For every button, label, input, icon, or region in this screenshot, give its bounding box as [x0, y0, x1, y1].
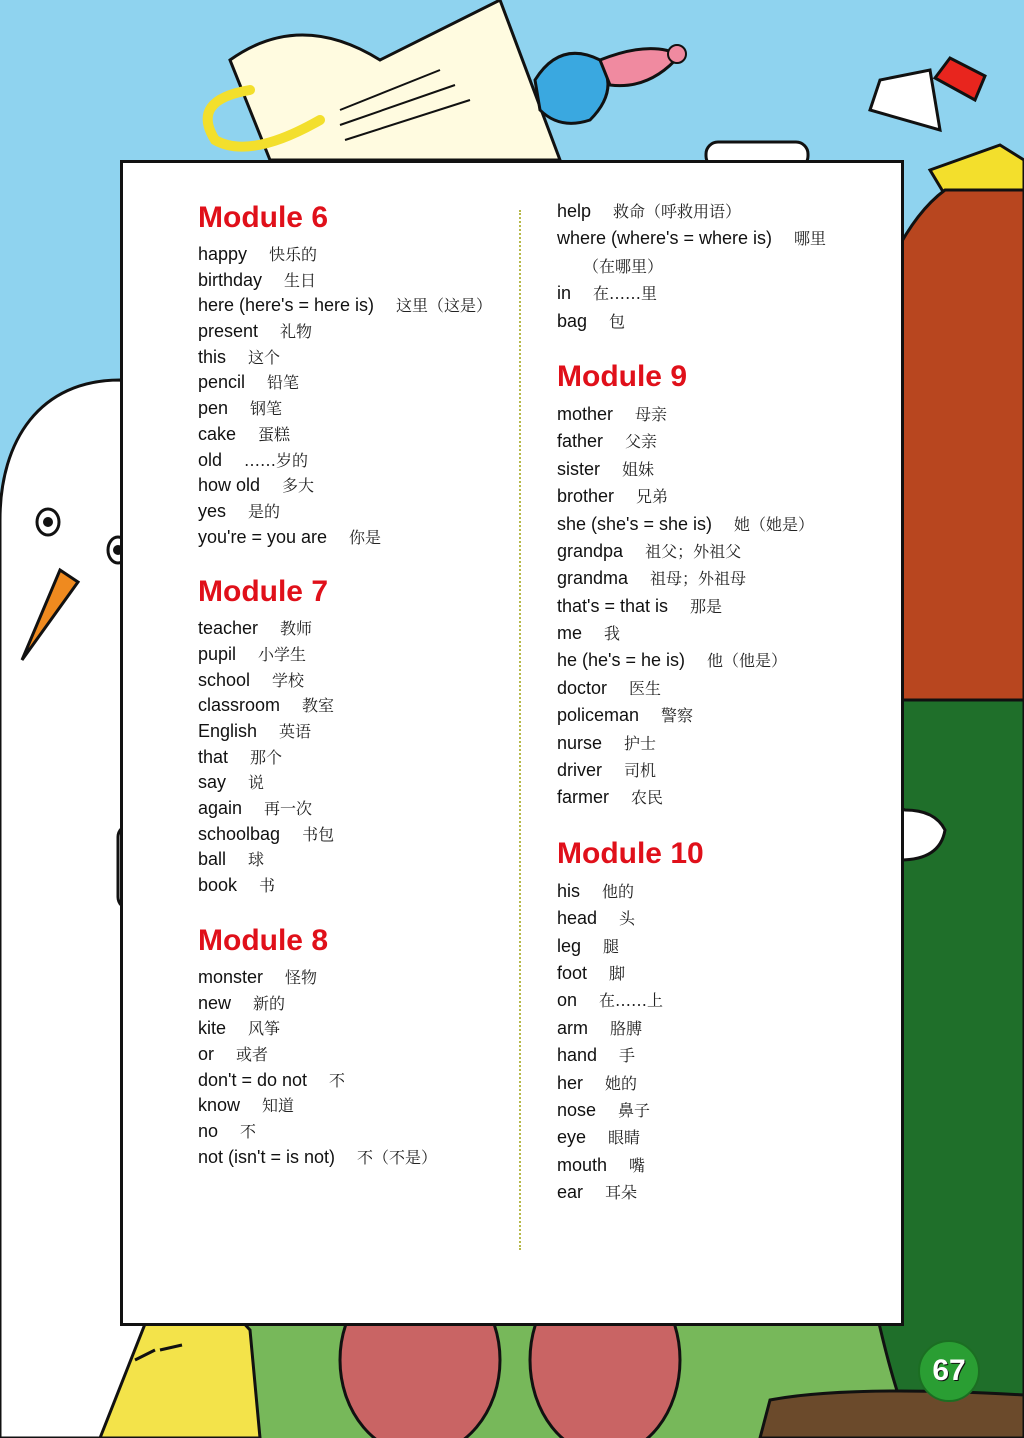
- english-word: doctor: [557, 677, 608, 698]
- english-word: monster: [198, 966, 264, 987]
- english-word: on: [557, 990, 578, 1011]
- chinese-meaning: 鼻子: [618, 1100, 651, 1120]
- vocab-entry: [557, 702, 827, 729]
- chinese-meaning: 父亲: [625, 432, 658, 452]
- english-word: sister: [557, 458, 601, 479]
- vocab-entry: [557, 1015, 827, 1042]
- english-word: book: [198, 875, 238, 896]
- english-word: kite: [198, 1018, 227, 1039]
- vocab-entry: [557, 1124, 827, 1151]
- vocab-entry: [557, 428, 827, 455]
- english-word: present: [198, 321, 259, 342]
- vocab-entry: [198, 1042, 513, 1068]
- english-word: no: [198, 1120, 219, 1141]
- english-word: leg: [557, 935, 582, 956]
- chinese-meaning: 兄弟: [636, 487, 669, 507]
- vocab-entry: [557, 647, 827, 674]
- english-word: you're = you are: [198, 526, 328, 547]
- vocab-entry: [557, 401, 827, 428]
- chinese-meaning: 说: [248, 773, 265, 793]
- word-list: [198, 616, 513, 899]
- module-8: [198, 923, 513, 1171]
- word-list: [557, 198, 827, 335]
- word-list: [557, 878, 827, 1207]
- english-word: where (where's = where is): [557, 228, 773, 249]
- vocab-entry: [198, 796, 513, 822]
- vocab-entry: [198, 370, 513, 396]
- english-word: cake: [198, 423, 237, 444]
- vocab-entry: [557, 280, 827, 307]
- module-title: Module 7: [198, 575, 329, 609]
- vocab-entry: [198, 448, 513, 474]
- vocab-entry: [557, 933, 827, 960]
- english-word: father: [557, 431, 604, 452]
- english-word: pupil: [198, 643, 237, 664]
- chinese-meaning: 在……上: [599, 991, 664, 1011]
- english-word: ear: [557, 1182, 584, 1203]
- english-word: know: [198, 1095, 241, 1116]
- module-9: [557, 359, 827, 812]
- vocab-entry: [557, 960, 827, 987]
- english-word: mouth: [557, 1154, 608, 1175]
- vocab-entry: [557, 483, 827, 510]
- chinese-meaning: 球: [248, 850, 265, 870]
- chinese-meaning: 生日: [284, 270, 317, 290]
- chinese-meaning: 手: [619, 1046, 636, 1066]
- module-title: Module 6: [198, 201, 329, 234]
- chinese-meaning: 书: [259, 876, 276, 896]
- vocab-entry: [557, 225, 827, 252]
- english-word: not (isn't = is not): [198, 1146, 335, 1167]
- vocab-entry: [198, 525, 513, 551]
- vocab-entry: [557, 675, 827, 702]
- chinese-meaning: （在哪里）: [583, 256, 664, 276]
- vocab-entry: [557, 757, 827, 784]
- vocab-entry: [557, 730, 827, 757]
- vocab-entry: [198, 422, 513, 448]
- chinese-meaning: 司机: [624, 761, 657, 781]
- english-word: or: [198, 1043, 215, 1064]
- vocab-entry: [198, 1093, 513, 1119]
- module-title: Module 9: [557, 359, 688, 393]
- chinese-meaning: 蛋糕: [258, 424, 291, 444]
- vocab-entry: [198, 965, 513, 991]
- vocab-entry: [557, 1179, 827, 1206]
- vocab-entry: [557, 784, 827, 811]
- vocab-entry: [198, 822, 513, 848]
- chinese-meaning: 英语: [279, 722, 312, 741]
- english-word: nurse: [557, 732, 603, 753]
- chinese-meaning: 新的: [253, 993, 286, 1013]
- english-word: head: [557, 908, 598, 929]
- module-6: [198, 200, 513, 550]
- vocab-entry: [557, 308, 827, 335]
- english-word: birthday: [198, 269, 263, 290]
- chinese-meaning: 怪物: [285, 967, 318, 987]
- chinese-meaning: 风筝: [248, 1019, 281, 1039]
- chinese-meaning: 礼物: [280, 322, 313, 342]
- chinese-meaning: 这里（这是）: [396, 296, 493, 316]
- vocab-entry: [198, 499, 513, 525]
- vocab-entry: [198, 1068, 513, 1094]
- vocab-entry: [198, 293, 513, 319]
- english-word: she (she's = she is): [557, 513, 713, 534]
- chinese-meaning: 在……里: [593, 284, 658, 304]
- vocab-entry: [557, 511, 827, 538]
- chinese-meaning: 小学生: [258, 644, 307, 664]
- module-title: Module 10: [557, 836, 704, 870]
- word-list: [198, 242, 513, 550]
- english-word: say: [198, 772, 227, 793]
- vocab-entry: [557, 1042, 827, 1069]
- vocab-entry: [198, 719, 513, 745]
- chinese-meaning: 不: [329, 1070, 346, 1090]
- chinese-meaning: 脚: [609, 963, 626, 983]
- chinese-meaning: 教师: [280, 619, 313, 639]
- vocab-entry: [198, 642, 513, 668]
- english-word: schoolbag: [198, 823, 281, 844]
- english-word: me: [557, 623, 583, 644]
- module-7: [198, 574, 513, 899]
- word-list: [557, 401, 827, 812]
- left-column: [198, 200, 513, 1194]
- vocab-entry: [557, 878, 827, 905]
- chinese-meaning: 他（他是）: [707, 651, 788, 671]
- english-word: grandma: [557, 568, 629, 589]
- english-word: this: [198, 346, 227, 367]
- chinese-meaning: 他的: [602, 881, 635, 901]
- chinese-meaning: 腿: [603, 936, 620, 956]
- vocab-entry: [198, 1119, 513, 1145]
- vocab-entry: [557, 198, 827, 225]
- english-word: farmer: [557, 787, 610, 808]
- vocab-entry: [198, 770, 513, 796]
- right-column: [557, 198, 827, 1231]
- english-word: school: [198, 669, 251, 690]
- chinese-meaning: 她（她是）: [734, 514, 815, 534]
- chinese-meaning: 哪里: [794, 229, 827, 249]
- chinese-meaning: 教室: [302, 696, 335, 716]
- chinese-meaning: 包: [609, 311, 626, 331]
- chinese-meaning: 她的: [605, 1073, 638, 1093]
- chinese-meaning: 那是: [690, 596, 723, 616]
- vocab-entry: [557, 593, 827, 620]
- chinese-meaning: 姐妹: [622, 459, 655, 479]
- chinese-meaning: 头: [619, 909, 636, 929]
- vocab-entry: [198, 473, 513, 499]
- vocab-entry: [198, 616, 513, 642]
- chinese-meaning: 警察: [661, 706, 694, 726]
- vocab-entry: [198, 991, 513, 1017]
- chinese-meaning: 不: [240, 1121, 257, 1141]
- chinese-meaning: 母亲: [635, 404, 668, 424]
- english-word: again: [198, 798, 243, 819]
- chinese-meaning: 快乐的: [269, 245, 318, 264]
- english-word: in: [557, 283, 572, 304]
- english-word: that: [198, 746, 229, 767]
- chinese-meaning: 嘴: [629, 1155, 646, 1175]
- chinese-meaning: 知道: [262, 1096, 295, 1116]
- chinese-meaning: 学校: [272, 670, 305, 690]
- english-word: policeman: [557, 705, 640, 726]
- english-word: arm: [557, 1017, 588, 1038]
- page-number: 67: [918, 1340, 980, 1402]
- vocab-entry: [198, 1145, 513, 1171]
- chinese-meaning: 再一次: [264, 799, 313, 819]
- chinese-meaning: 护士: [624, 733, 657, 753]
- chinese-meaning: 多大: [282, 476, 315, 496]
- english-word: nose: [557, 1099, 597, 1120]
- english-word: his: [557, 880, 581, 901]
- chinese-meaning: 祖父；外祖父: [645, 541, 742, 561]
- english-word: that's = that is: [557, 595, 668, 616]
- english-word: yes: [198, 500, 227, 521]
- english-word: pen: [198, 398, 229, 419]
- vocab-entry: [557, 1097, 827, 1124]
- chinese-meaning: 医生: [629, 678, 662, 698]
- english-word: grandpa: [557, 540, 624, 561]
- english-word: brother: [557, 486, 615, 507]
- english-word: foot: [557, 962, 588, 983]
- chinese-meaning: ……岁的: [244, 450, 309, 470]
- chinese-meaning: 你是: [349, 527, 382, 547]
- word-list: [198, 965, 513, 1171]
- vocab-entry: [557, 565, 827, 592]
- vocab-entry: [557, 456, 827, 483]
- vocab-entry: [198, 319, 513, 345]
- vocab-entry: [198, 396, 513, 422]
- vocab-entry: [198, 847, 513, 873]
- module-8-continued: [557, 198, 827, 335]
- chinese-meaning: 不（不是）: [357, 1147, 438, 1167]
- column-divider: [519, 210, 521, 1250]
- chinese-meaning: 耳朵: [605, 1183, 638, 1203]
- chinese-meaning: 钢笔: [250, 399, 283, 419]
- english-word: mother: [557, 403, 614, 424]
- english-word: eye: [557, 1127, 587, 1148]
- vocab-entry: [557, 905, 827, 932]
- chinese-meaning: 祖母；外祖母: [650, 569, 747, 589]
- chinese-meaning: 这个: [248, 347, 281, 367]
- english-word: new: [198, 992, 232, 1013]
- english-word: here (here's = here is): [198, 295, 375, 316]
- chinese-meaning: 书包: [302, 824, 335, 844]
- chinese-meaning: 眼睛: [608, 1128, 641, 1148]
- chinese-meaning: 胳膊: [610, 1018, 643, 1038]
- vocab-entry: [198, 1016, 513, 1042]
- english-word: her: [557, 1072, 584, 1093]
- vocab-entry: [557, 1070, 827, 1097]
- vocab-entry: [557, 1152, 827, 1179]
- chinese-meaning: 是的: [248, 501, 281, 521]
- english-word: how old: [198, 475, 261, 496]
- vocab-entry: [198, 268, 513, 294]
- chinese-meaning: 救命（呼救用语）: [613, 202, 742, 221]
- vocab-entry: [198, 873, 513, 899]
- vocab-entry: [198, 745, 513, 771]
- vocab-entry: [557, 620, 827, 647]
- vocab-entry: [198, 242, 513, 268]
- chinese-meaning: 农民: [631, 788, 664, 808]
- vocab-entry: [198, 693, 513, 719]
- chinese-meaning: 或者: [236, 1044, 269, 1064]
- vocab-entry: [198, 345, 513, 371]
- english-word: happy: [198, 244, 248, 264]
- english-word: ball: [198, 849, 227, 870]
- english-word: help: [557, 201, 592, 221]
- english-word: old: [198, 449, 223, 470]
- english-word: English: [198, 721, 258, 741]
- vocab-entry: [557, 987, 827, 1014]
- english-word: teacher: [198, 618, 259, 639]
- english-word: pencil: [198, 372, 246, 393]
- english-word: hand: [557, 1045, 598, 1066]
- module-10: [557, 836, 827, 1207]
- english-word: he (he's = he is): [557, 650, 686, 671]
- chinese-meaning: 铅笔: [267, 373, 300, 393]
- vocab-entry: [557, 253, 827, 280]
- vocab-entry: [198, 668, 513, 694]
- english-word: driver: [557, 760, 603, 781]
- vocab-entry: [557, 538, 827, 565]
- module-title: Module 8: [198, 923, 329, 957]
- chinese-meaning: 我: [604, 624, 621, 644]
- english-word: bag: [557, 310, 588, 331]
- english-word: classroom: [198, 695, 281, 716]
- chinese-meaning: 那个: [250, 747, 283, 767]
- english-word: don't = do not: [198, 1069, 308, 1090]
